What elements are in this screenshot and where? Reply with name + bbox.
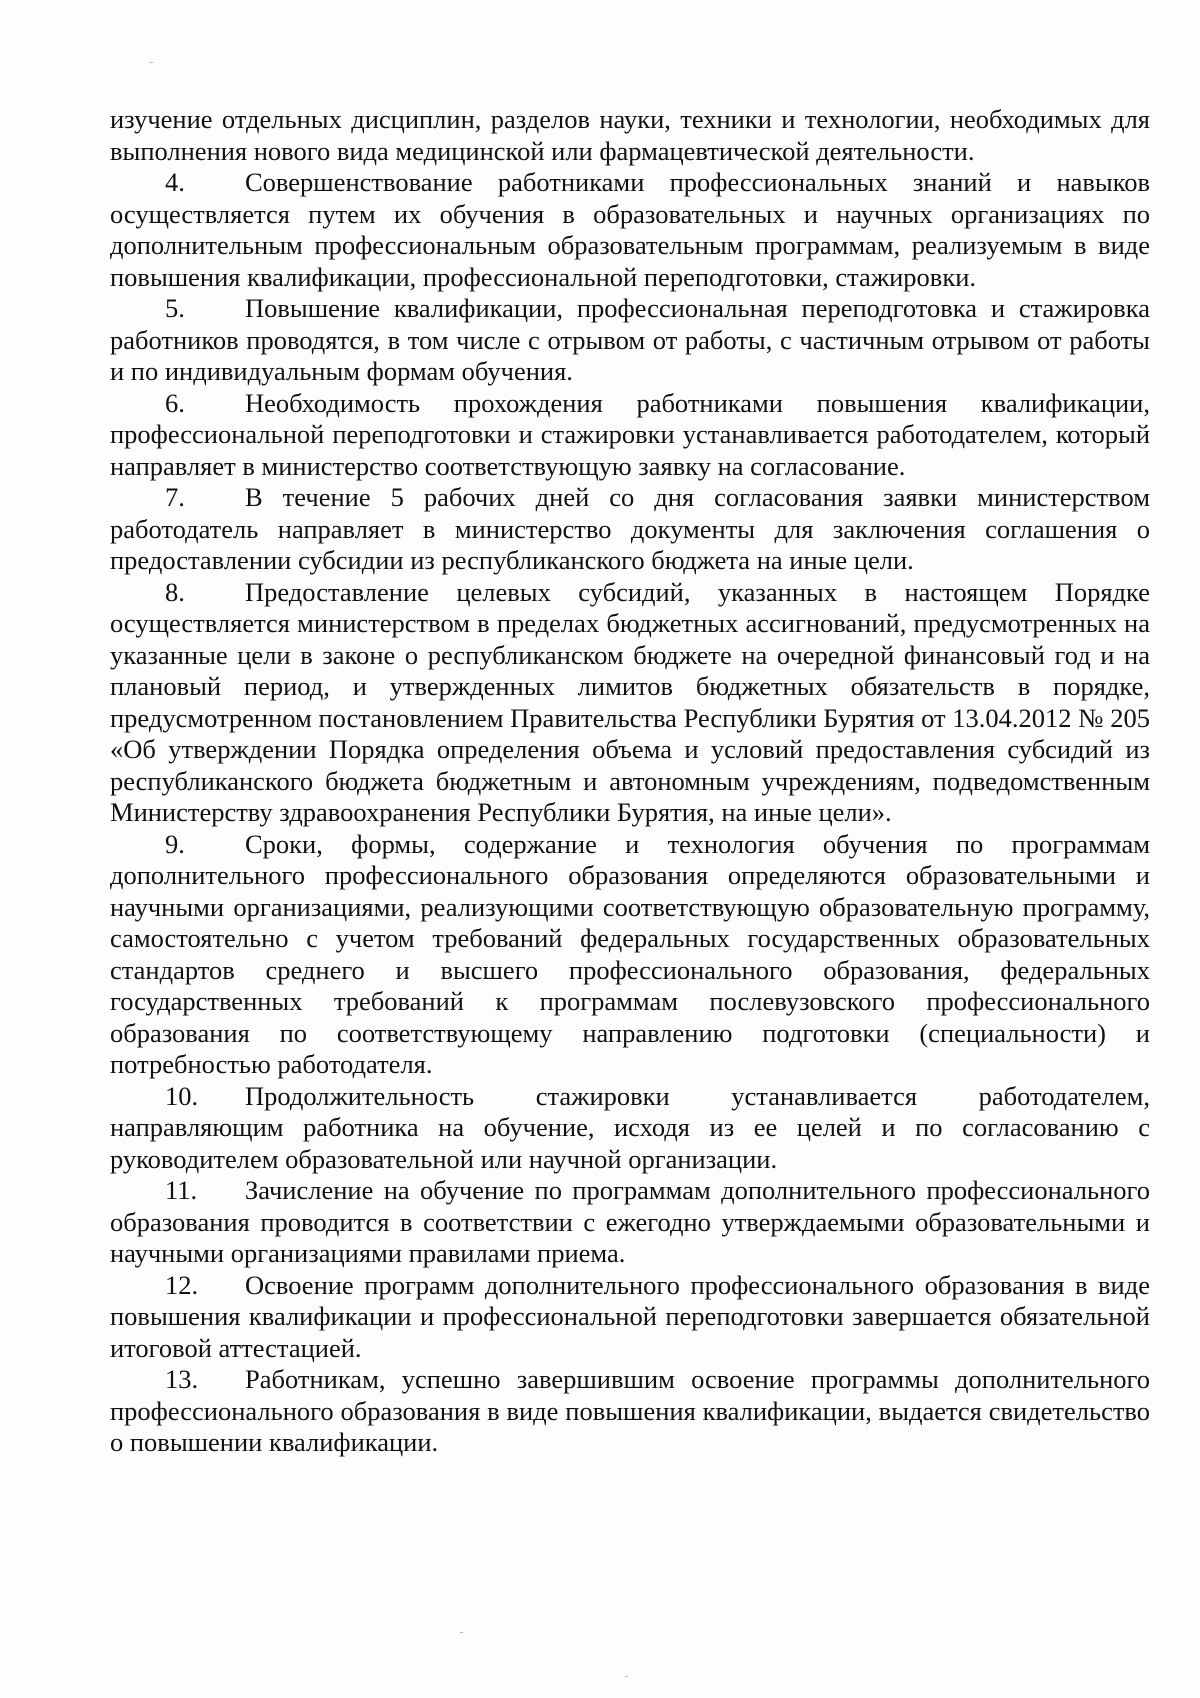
paragraph-text: Предоставление целевых субсидий, указанных в настоящем Порядке осуществляется министерством в пределах бюджетных ассигнований, предусмотренных на указанные цели в законе о республиканском бюджете на очередной финансовый год и на плановый период, и утвержденных лимитов бюджетных обязательств в порядке, предусмотренном постановлением Правительства Республики Бурятия от 13.04.2012 № 205 «Об утверждении Порядка определения объема и условий предоставления субсидий из республиканского бюджета бюджетным и автономным учреждениям, подведомственным Министерству здравоохранения Республики Бурятия, на иные цели». [110, 576, 1150, 827]
paragraph-number: 10. [165, 1080, 199, 1111]
paragraph-8 [110, 577, 1150, 829]
paragraph-number: 11. [165, 1175, 198, 1205]
paragraph-12 [110, 1270, 1150, 1365]
paragraph-number: 12. [165, 1269, 199, 1300]
paragraph-7 [110, 482, 1150, 577]
scan-speck [625, 1676, 628, 1677]
paragraph-text: В течение 5 рабочих дней со дня согласования заявки министерством работодатель направляет в министерство документы для заключения соглашения о предоставлении субсидии из республиканского бюджета на иные цели. [110, 482, 1150, 575]
paragraph-text: Освоение программ дополнительного профессионального образования в виде повышения квалификации и профессиональной переподготовки завершается обязательной итоговой аттестацией. [110, 1269, 1150, 1363]
paragraph-6 [110, 388, 1150, 483]
paragraph-text: Продолжительность стажировки устанавливается работодателем, направляющим работника на обучение, исходя из ее целей и по согласованию с руководителем образовательной или научной организации. [110, 1080, 1150, 1174]
paragraph-9 [110, 829, 1150, 1081]
intro-paragraph: изучение отдельных дисциплин, разделов науки, техники и технологии, необходимых для выполнения нового вида медицинской или фармацевтической деятельности. [110, 104, 1150, 166]
paragraph-text: Повышение квалификации, профессиональная переподготовка и стажировка работников проводятся, в том числе с отрывом от работы, с частичным отрывом от работы и по индивидуальным формам обучения. [110, 293, 1150, 386]
paragraph-number: 8. [165, 576, 185, 607]
paragraph-number: 4. [165, 167, 185, 197]
paragraph-text: Зачисление на обучение по программам дополнительного профессионального образования проводится в соответствии с ежегодно утверждаемыми образовательными и научными организациями правилами приема. [110, 1175, 1150, 1268]
paragraph-number: 5. [165, 293, 185, 323]
paragraph-5 [110, 293, 1150, 388]
document-body [110, 104, 1150, 1459]
paragraph-number: 9. [165, 828, 185, 859]
paragraph-number: 13. [165, 1364, 199, 1394]
paragraph-4 [110, 167, 1150, 293]
paragraph-text: Необходимость прохождения работниками повышения квалификации, профессиональной переподготовки и стажировки устанавливается работодателем, который направляет в министерство соответствующую заявку на согласование. [110, 387, 1150, 481]
paragraph-text: Сроки, формы, содержание и технология обучения по программам дополнительного профессионального образования определяются образовательными и научными организациями, реализующими соответствующую образовательную программу, самостоятельно с учетом требований федеральных государственных образовательных стандартов среднего и высшего профессионального образования, федеральных государственных требований к программам послевузовского профессионального образования по соответствующему направлению подготовки (специальности) и потребностью работодателя. [110, 828, 1150, 1079]
paragraph-11 [110, 1175, 1150, 1270]
paragraph-13 [110, 1364, 1150, 1459]
paragraph-10 [110, 1081, 1150, 1176]
paragraph-text: Совершенствование работниками профессиональных знаний и навыков осуществляется путем их обучения в образовательных и научных организациях по дополнительным профессиональным образовательным программам, реализуемым в виде повышения квалификации, профессиональной переподготовки, стажировки. [110, 167, 1150, 292]
paragraph-number: 6. [165, 387, 185, 418]
scan-speck [460, 1632, 463, 1633]
paragraph-number: 7. [165, 482, 185, 512]
scan-speck [150, 62, 153, 63]
paragraph-text: Работникам, успешно завершившим освоение программы дополнительного профессионального образования в виде повышения квалификации, выдается свидетельство о повышении квалификации. [110, 1364, 1150, 1457]
